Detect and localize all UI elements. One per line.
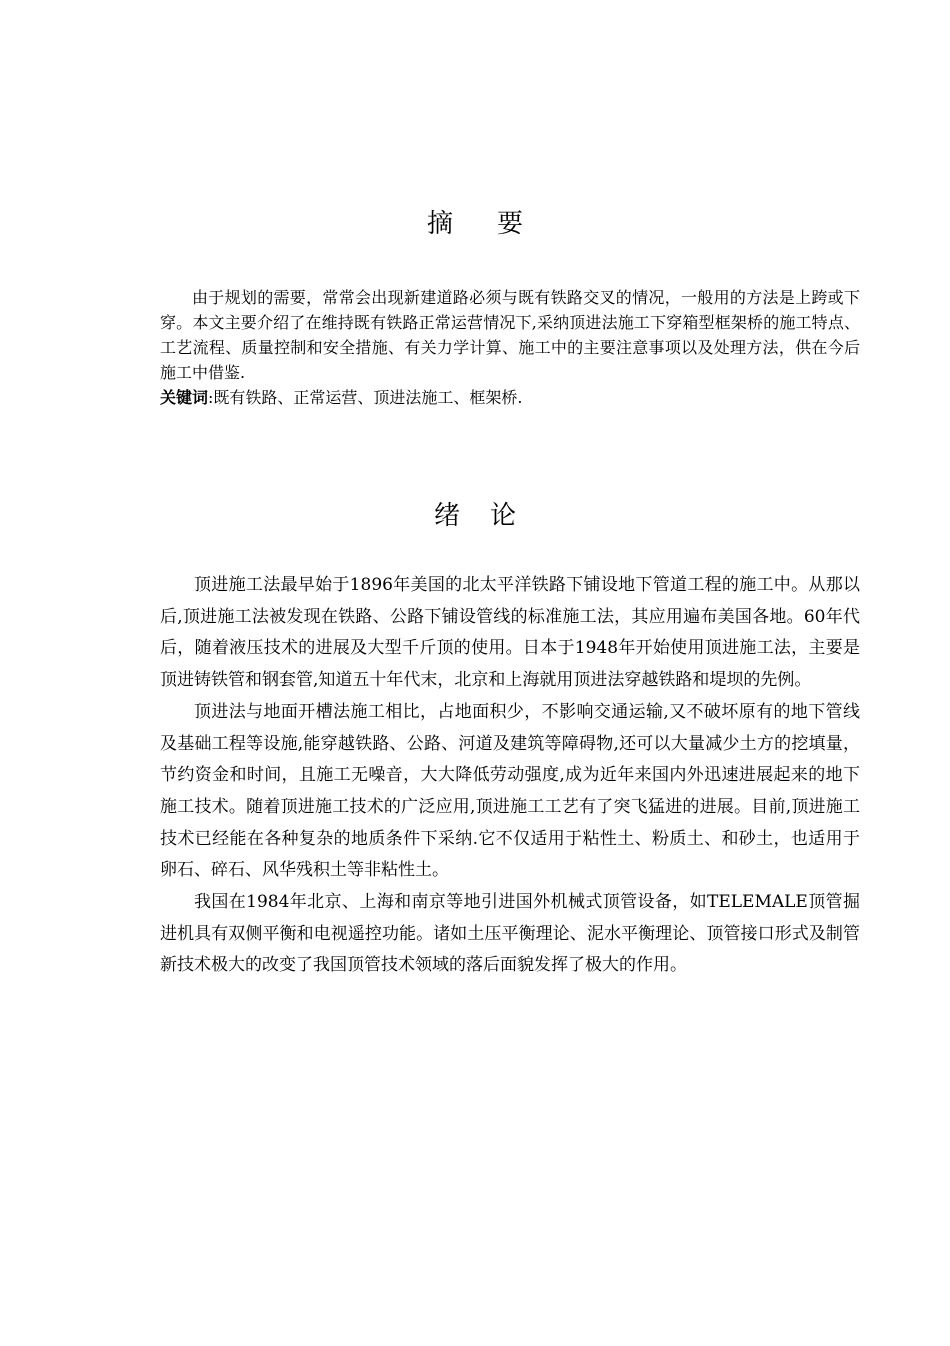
keywords-text: :既有铁路、正常运营、顶进法施工、框架桥. [208, 388, 523, 407]
introduction-body [160, 570, 860, 982]
abstract-section [160, 285, 860, 410]
introduction-heading [0, 495, 950, 532]
keywords-line [160, 385, 860, 410]
introduction-heading-char-1: 绪 [433, 501, 460, 531]
introduction-paragraph-1: 顶进施工法最早始于1896年美国的北太平洋铁路下铺设地下管道工程的施工中。从那以后,顶进施工法被发现在铁路、公路下铺设管线的标准施工法，其应用遍布美国各地。60年代后，随着液压技术的进展及大型千斤顶的使用。日本于1948年开始使用顶进施工法，主要是顶进铸铁管和钢套管,知道五十年代末，北京和上海就用顶进法穿越铁路和堤坝的先例。 [160, 575, 860, 691]
abstract-heading-char-2: 要 [497, 209, 524, 239]
introduction-heading-char-2: 论 [490, 501, 517, 531]
abstract-paragraph: 由于规划的需要，常常会出现新建道路必须与既有铁路交叉的情况，一般用的方法是上跨或下穿。本文主要介绍了在维持既有铁路正常运营情况下,采纳顶进法施工下穿箱型框架桥的施工特点、工艺流程、质量控制和安全措施、有关力学计算、施工中的主要注意事项以及处理方法，供在今后施工中借鉴. [160, 288, 860, 382]
introduction-paragraph-3: 我国在1984年北京、上海和南京等地引进国外机械式顶管设备，如TELEMALE顶管掘进机具有双侧平衡和电视遥控功能。诸如土压平衡理论、泥水平衡理论、顶管接口形式及制管新技术极大的改变了我国顶管技术领域的落后面貌发挥了极大的作用。 [160, 892, 860, 976]
introduction-paragraph-2: 顶进法与地面开槽法施工相比，占地面积少，不影响交通运输,又不破坏原有的地下管线及基础工程等设施,能穿越铁路、公路、河道及建筑等障碍物,还可以大量减少土方的挖填量，节约资金和时间，且施工无噪音，大大降低劳动强度,成为近年来国内外迅速进展起来的地下施工技术。随着顶进施工技术的广泛应用,顶进施工工艺有了突飞猛进的进展。目前,顶进施工技术已经能在各种复杂的地质条件下采纳.它不仅适用于粘性土、粉质土、和砂土，也适用于卵石、碎石、风华残积土等非粘性土。 [160, 701, 860, 881]
abstract-heading-char-1: 摘 [426, 209, 453, 239]
abstract-heading [0, 203, 950, 240]
keywords-label: 关键词 [160, 388, 209, 407]
